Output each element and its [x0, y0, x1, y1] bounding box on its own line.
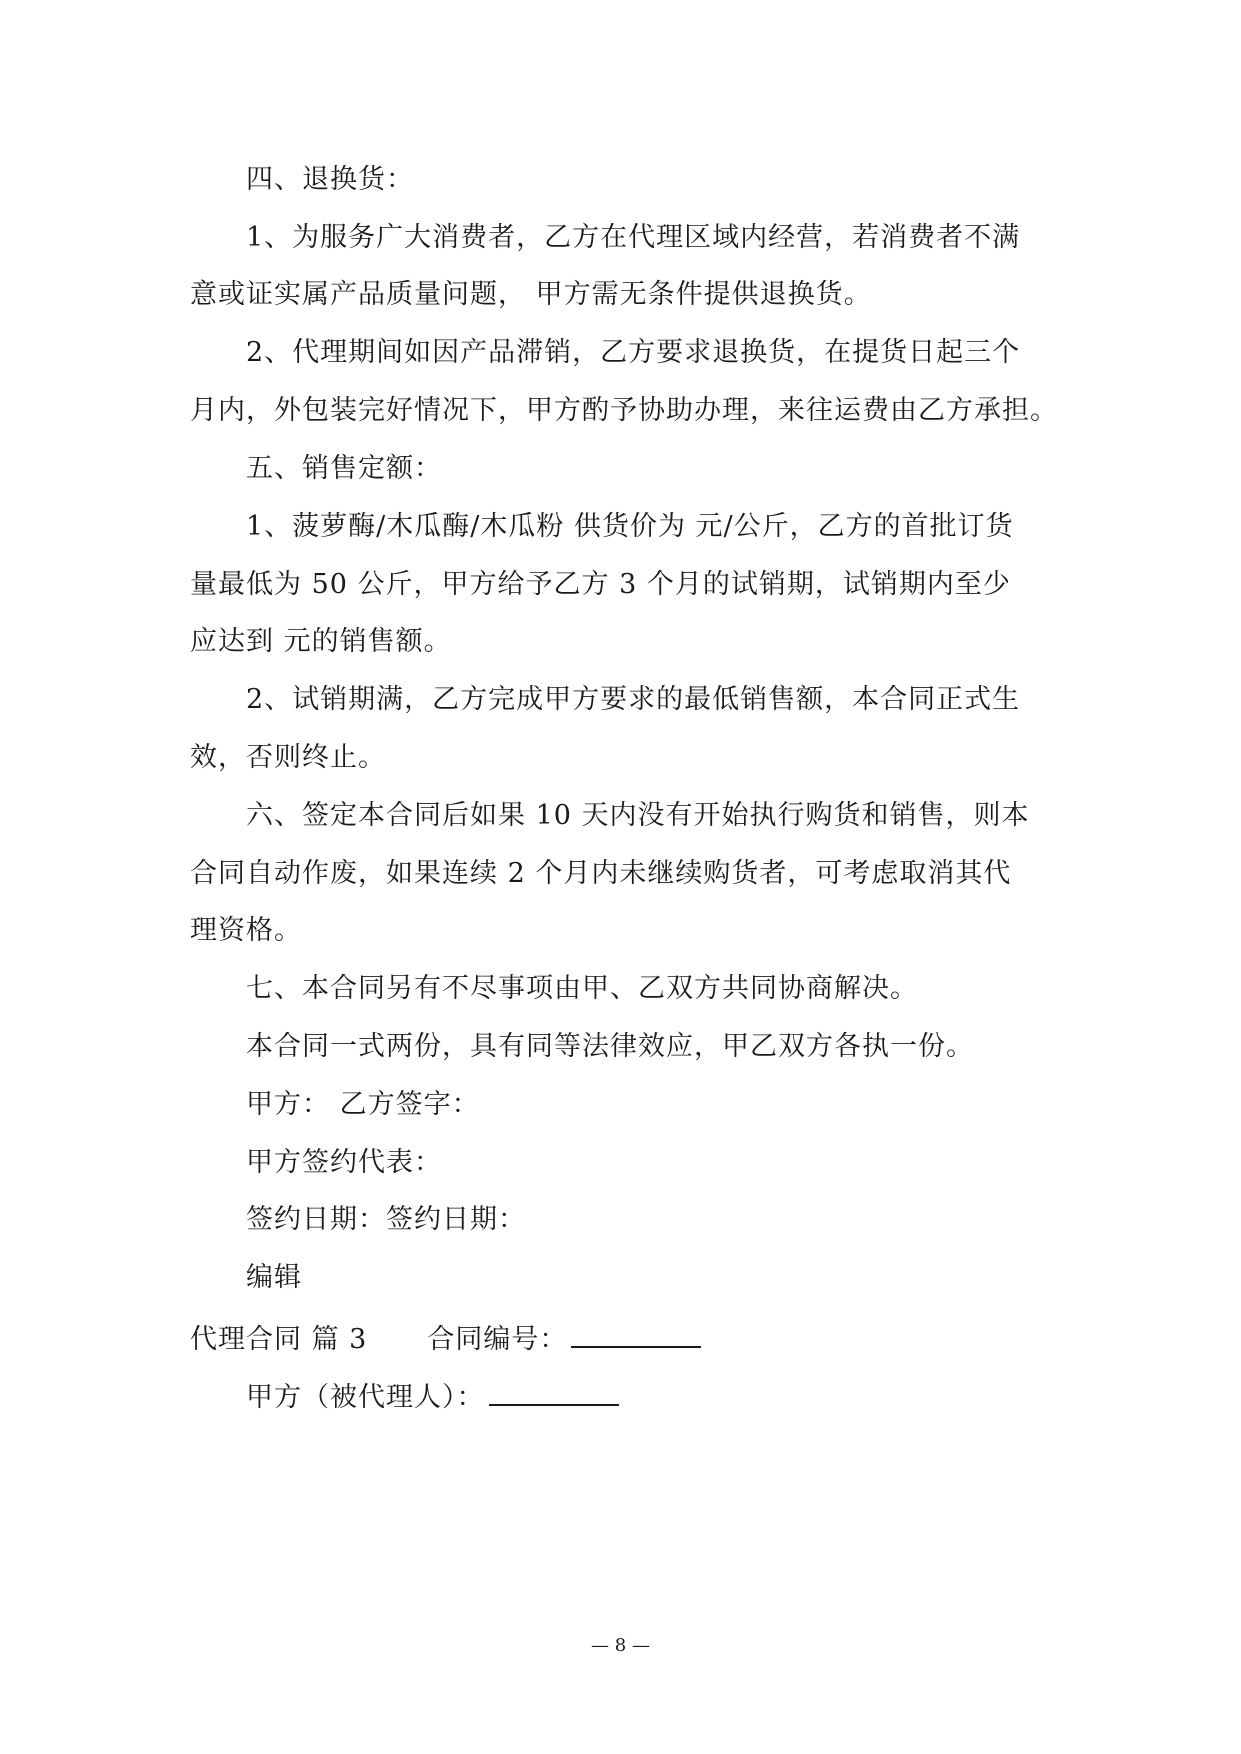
- paragraph-line: 合同自动作废，如果连续 2 个月内未继续购货者，可考虑取消其代: [190, 858, 1012, 889]
- page-number: — 8 —: [591, 1635, 650, 1656]
- paragraph-line: 应达到 元的销售额。: [190, 626, 452, 657]
- paragraph-line: 2、试销期满，乙方完成甲方要求的最低销售额，本合同正式生: [246, 684, 1021, 715]
- contract-title: 代理合同 篇 3: [190, 1324, 368, 1355]
- contract-number-label: 合同编号：: [427, 1324, 568, 1355]
- paragraph-line: 意或证实属产品质量问题， 甲方需无条件提供退换货。: [190, 279, 872, 310]
- party-a-label: 甲方（被代理人）：: [246, 1382, 485, 1413]
- section-heading-return-exchange: 四、退换货：: [246, 164, 414, 195]
- party-a-line: [246, 1374, 619, 1418]
- paragraph-line: 理资格。: [190, 915, 302, 946]
- paragraph-line: 月内，外包装完好情况下，甲方酌予协助办理，来往运费由乙方承担。: [190, 395, 1058, 426]
- contract-title-line: [190, 1316, 701, 1360]
- signature-party-line: 甲方： 乙方签字：: [246, 1089, 480, 1120]
- paragraph-line: 六、签定本合同后如果 10 天内没有开始执行购货和销售，则本: [246, 800, 1030, 831]
- contract-number-blank: [571, 1316, 701, 1348]
- paragraph-line: 效，否则终止。: [190, 742, 386, 773]
- paragraph-line: 量最低为 50 公斤，甲方给予乙方 3 个月的试销期，试销期内至少: [190, 569, 1011, 600]
- edit-label: 编辑: [246, 1262, 302, 1293]
- party-a-blank: [489, 1374, 619, 1406]
- paragraph-line: 七、本合同另有不尽事项由甲、乙双方共同协商解决。: [246, 973, 918, 1004]
- paragraph-line: 2、代理期间如因产品滞销，乙方要求退换货，在提货日起三个: [246, 337, 1021, 368]
- section-heading-sales-quota: 五、销售定额：: [246, 453, 442, 484]
- signature-representative-line: 甲方签约代表：: [246, 1147, 442, 1178]
- paragraph-line: 1、菠萝酶/木瓜酶/木瓜粉 供货价为 元/公斤，乙方的首批订货: [246, 511, 1014, 542]
- signing-date-line: 签约日期：签约日期：: [246, 1204, 526, 1235]
- paragraph-line: 1、为服务广大消费者，乙方在代理区域内经营，若消费者不满: [246, 222, 1021, 253]
- paragraph-line: 本合同一式两份，具有同等法律效应，甲乙双方各执一份。: [246, 1031, 974, 1062]
